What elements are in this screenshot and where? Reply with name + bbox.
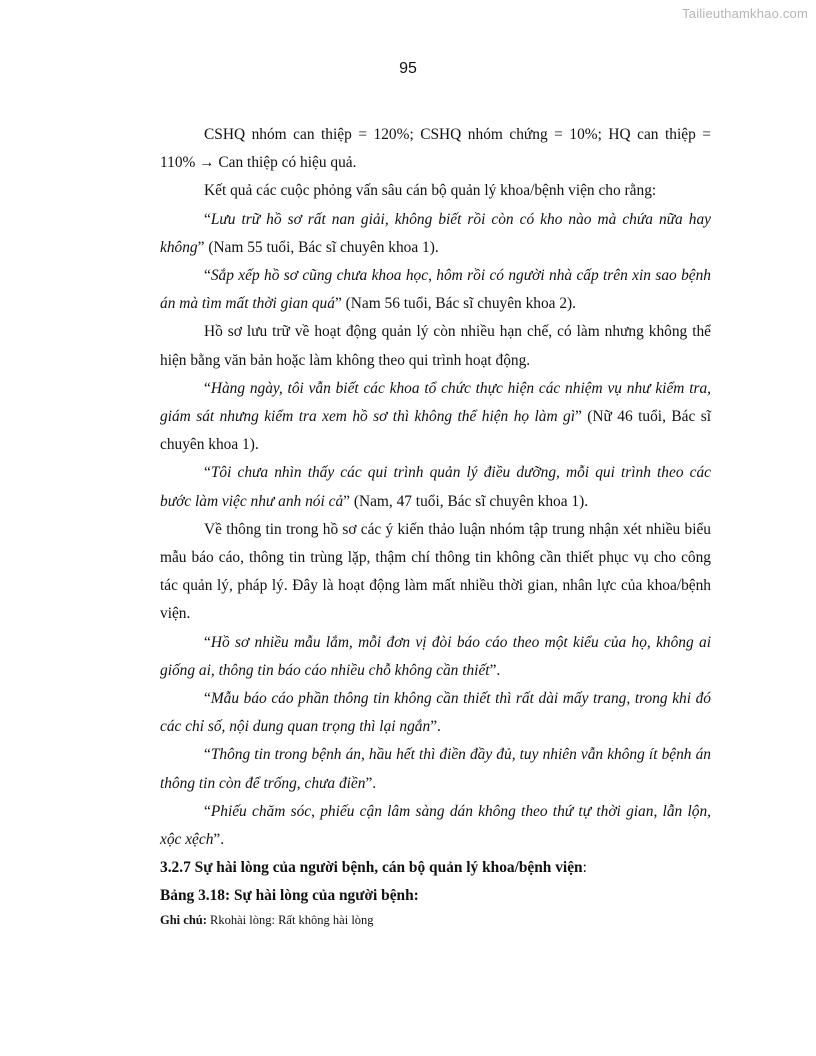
quote-text: Mẫu báo cáo phần thông tin không cần thiết thì rất dài mấy trang, trong khi đó các chỉ số, nội dung quan trọng thì lại ngắn [160,690,711,736]
quote-paragraph: “Hàng ngày, tôi vẫn biết các khoa tổ chức thực hiện các nhiệm vụ như kiểm tra, giám sát nhưng kiểm tra xem hồ sơ thì không thể hiện họ làm gì” (Nữ 46 tuổi, Bác sĩ chuyên khoa 1). [160,379,711,454]
paragraph-focus-group: Về thông tin trong hồ sơ các ý kiến thảo luận nhóm tập trung nhận xét nhiều biểu mẫu báo cáo, thông tin trùng lặp, thậm chí thông tin không cần thiết phục vụ cho công tác quản lý, pháp lý. Đây là hoạt động làm mất nhiều thời gian, nhân lực của khoa/bệnh viện. [160,520,711,623]
quote-attribution: (Nam 56 tuổi, Bác sĩ chuyên khoa 2). [341,295,577,313]
quote-text: Tôi chưa nhìn thấy các qui trình quản lý điều dưỡng, mỗi qui trình theo các bước làm việc như anh nói cả [160,464,711,510]
quote-attribution: . [496,661,501,679]
quote-text: Phiếu chăm sóc, phiếu cận lâm sàng dán không theo thứ tự thời gian, lẫn lộn, xộc xệch [160,802,711,849]
quote-paragraph: “Lưu trữ hồ sơ rất nan giải, không biết rồi còn có kho nào mà chứa nữa hay không” (Nam 55 tuổi, Bác sĩ chuyên khoa 1). [160,210,711,256]
quote-attribution: (Nữ 46 tuổi, Bác sĩ chuyên khoa 1). [160,408,711,454]
watermark: Tailieuthamkhao.com [682,6,808,21]
quote-attribution: . [372,774,377,792]
quote-paragraph: “Sắp xếp hồ sơ cũng chưa khoa học, hôm rồi có người nhà cấp trên xin sao bệnh án mà tìm mất thời gian quá” (Nam 56 tuổi, Bác sĩ chuyên khoa 2). [160,267,711,313]
quote-text: Thông tin trong bệnh án, hầu hết thì điền đầy đủ, tuy nhiên vẫn không ít bệnh án thông tin còn để trống, chưa điền [160,746,711,792]
quote-text: Sắp xếp hồ sơ cũng chưa khoa học, hôm rồi có người nhà cấp trên xin sao bệnh án mà tìm mất thời gian quá [160,267,711,313]
note [160,911,711,929]
quote-attribution: (Nam, 47 tuổi, Bác sĩ chuyên khoa 1). [349,492,589,510]
quote-attribution: . [220,831,225,849]
quote-paragraph: “Phiếu chăm sóc, phiếu cận lâm sàng dán không theo thứ tự thời gian, lẫn lộn, xộc xệch”. [160,802,711,849]
quote-text: Hồ sơ nhiều mẫu lắm, mỗi đơn vị đòi báo cáo theo một kiểu của họ, không ai giống ai, thông tin báo cáo nhiều chỗ không cần thiết [160,633,711,679]
quote-attribution: . [437,718,441,736]
quote-text: Hàng ngày, tôi vẫn biết các khoa tổ chức thực hiện các nhiệm vụ như kiểm tra, giám sát nhưng kiểm tra xem hồ sơ thì không thể hiện họ làm gì [160,379,711,426]
note-label: Ghi chú: [160,912,207,927]
quote-attribution: (Nam 55 tuổi, Bác sĩ chuyên khoa 1). [204,238,439,256]
section-heading-colon: : [582,859,587,877]
quote-paragraph: “Mẫu báo cáo phần thông tin không cần thiết thì rất dài mấy trang, trong khi đó các chỉ số, nội dung quan trọng thì lại ngắn”. [160,690,711,736]
section-heading-text: 3.2.7 Sự hài lòng của người bệnh, cán bộ quản lý khoa/bệnh viện [160,859,583,877]
table-heading: Bảng 3.18: Sự hài lòng của người bệnh: [160,887,419,905]
quote-paragraph: “Thông tin trong bệnh án, hầu hết thì điền đầy đủ, tuy nhiên vẫn không ít bệnh án thông tin còn để trống, chưa điền”. [160,746,711,792]
document-body [160,121,711,929]
note-text: Rkohài lòng: Rất không hài lòng [206,912,374,927]
quote-paragraph: “Tôi chưa nhìn thấy các qui trình quản lý điều dưỡng, mỗi qui trình theo các bước làm việc như anh nói cả” (Nam, 47 tuổi, Bác sĩ chuyên khoa 1). [160,464,711,510]
paragraph-interview-intro: Kết quả các cuộc phỏng vấn sâu cán bộ quản lý khoa/bệnh viện cho rằng: [204,182,657,200]
page-number: 95 [399,60,417,77]
paragraph-records-limits: Hồ sơ lưu trữ về hoạt động quản lý còn nhiều hạn chế, có làm nhưng không thể hiện bằng văn bản hoặc làm không theo qui trình hoạt động. [160,323,711,369]
paragraph-effectiveness: CSHQ nhóm can thiệp = 120%; CSHQ nhóm chứng = 10%; HQ can thiệp = 110% → Can thiệp có hiệu quả. [160,126,711,172]
quote-text: Lưu trữ hồ sơ rất nan giải, không biết rồi còn có kho nào mà chứa nữa hay không [160,210,711,256]
quote-paragraph: “Hồ sơ nhiều mẫu lắm, mỗi đơn vị đòi báo cáo theo một kiểu của họ, không ai giống ai, thông tin báo cáo nhiều chỗ không cần thiết”. [160,633,711,679]
section-heading [160,854,711,882]
